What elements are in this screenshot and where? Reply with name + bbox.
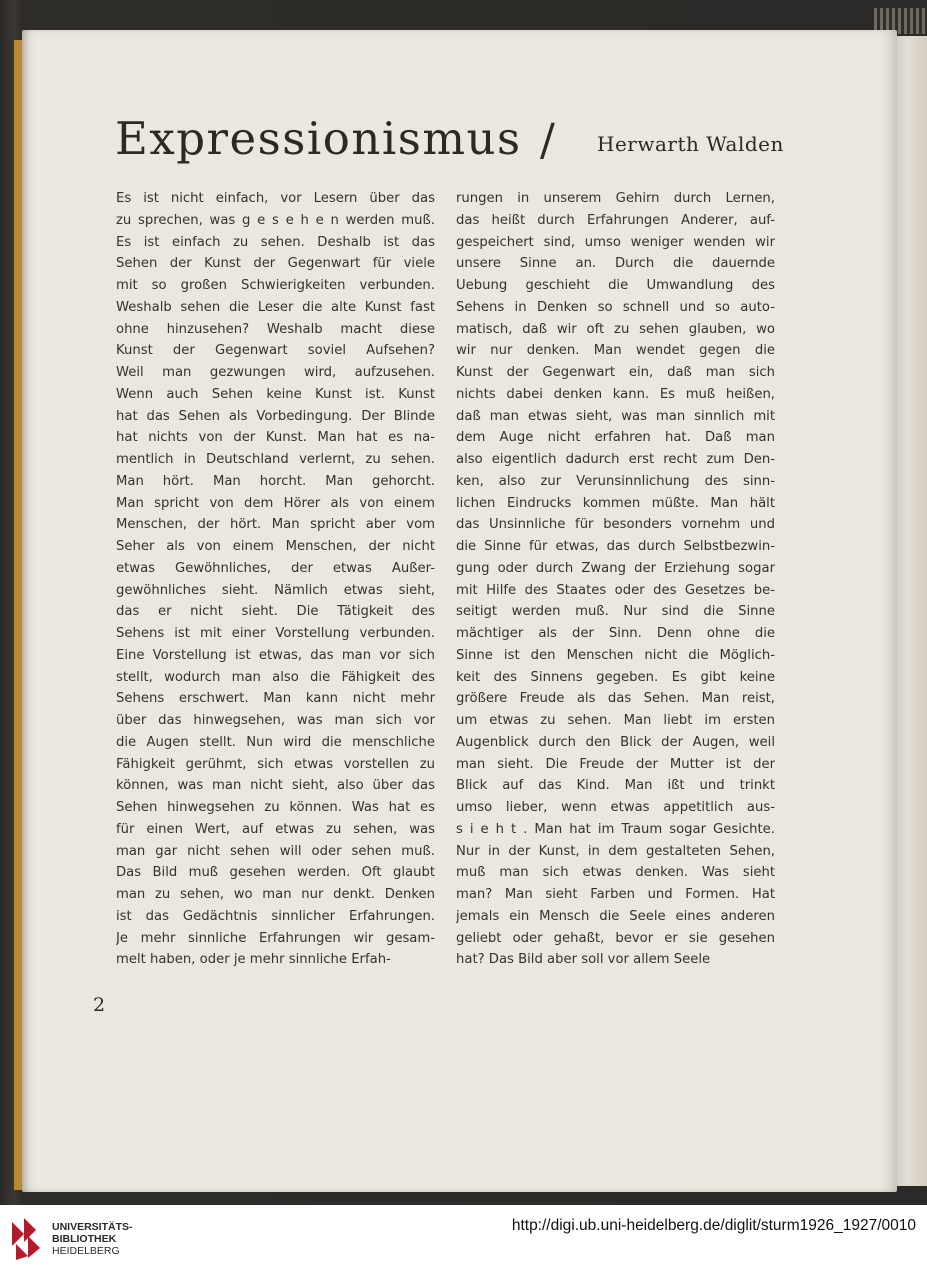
text-line: seitigt werden muß. Nur sind die Sinne <box>456 604 775 620</box>
text-line: jemals ein Mensch die Seele eines anderen <box>456 908 775 924</box>
footer-bar <box>0 1205 927 1273</box>
text-line: Fähigkeit gerühmt, sich etwas vorstellen zu <box>116 756 435 772</box>
text-line: also eigentlich dadurch erst recht zum Den- <box>456 452 775 467</box>
text-line: nichts dabei denken kann. Es muß heißen, <box>456 386 775 402</box>
book-spine <box>14 40 22 1190</box>
text-line: man sieht. Die Freude der Mutter ist der <box>456 756 775 772</box>
text-line: Blick auf das Kind. Man ißt und trinkt <box>456 778 775 794</box>
text-line: Seher als von einem Menschen, der nicht <box>116 539 435 554</box>
text-line: das er nicht sieht. Die Tätigkeit des <box>116 604 435 620</box>
text-line: daß man etwas sieht, was man sinnlich mit <box>456 408 775 424</box>
text-line: Kunst der Gegenwart soviel Aufsehen? <box>116 343 435 359</box>
text-line: zu sprechen, was g e s e h e n werden muß. <box>116 212 435 228</box>
text-line: mit Hilfe des Staates oder des Gesetzes be- <box>456 582 775 598</box>
text-line: das heißt durch Erfahrungen Anderer, auf- <box>456 212 775 228</box>
text-line: Kunst der Gegenwart ein, daß man sich <box>456 365 775 380</box>
text-line: umso lieber, wenn etwas appetitlich aus- <box>456 800 775 815</box>
text-line: über das hinwegsehen, was man sich vor <box>116 713 435 728</box>
page-number: 2 <box>93 994 106 1016</box>
text-line: ohne hinzusehen? Weshalb macht diese <box>116 321 435 337</box>
text-line: hat nichts von der Kunst. Man hat es na- <box>116 430 435 446</box>
text-line: Eine Vorstellung ist etwas, das man vor sich <box>116 647 435 663</box>
text-line: Man hört. Man horcht. Man gehorcht. <box>116 473 435 489</box>
library-logo-icon <box>8 1214 44 1262</box>
text-line: melt haben, oder je mehr sinnliche Erfah- <box>116 952 391 968</box>
text-line: Sehens erschwert. Man kann nicht mehr <box>116 691 435 707</box>
text-line: rungen in unserem Gehirn durch Lernen, <box>456 191 775 206</box>
text-line: Es ist einfach zu sehen. Deshalb ist das <box>116 234 435 250</box>
text-line: mächtiger als der Sinn. Denn ohne die <box>456 626 775 641</box>
next-page-edge <box>893 36 927 1186</box>
text-line: mit so großen Schwierigkeiten verbunden. <box>116 278 435 293</box>
text-line: man zu sehen, wo man nur denkt. Denken <box>116 887 435 902</box>
text-line: hat? Das Bild aber soll vor allem Seele <box>456 952 711 968</box>
text-line: Wenn auch Sehen keine Kunst ist. Kunst <box>116 386 435 402</box>
text-line: Es ist nicht einfach, vor Lesern über das <box>116 191 435 206</box>
text-line: Weshalb sehen die Leser die alte Kunst fast <box>116 299 435 315</box>
text-line: gung oder durch Zwang der Erziehung sogar <box>456 560 775 576</box>
article-title: Expressionismus <box>115 112 522 165</box>
text-line: Nur in der Kunst, in dem gestalteten Sehen, <box>456 843 775 859</box>
text-line: Sinne ist den Menschen nicht die Möglich- <box>456 647 775 663</box>
library-logo-text <box>52 1221 133 1257</box>
text-line: man gar nicht sehen will oder sehen muß. <box>116 843 435 859</box>
text-line: Sehen hinwegsehen zu können. Was hat es <box>116 800 435 815</box>
text-line: Sehens in Denken so schnell und so auto- <box>456 299 775 315</box>
logo-line-1: UNIVERSITÄTS- <box>52 1221 133 1233</box>
text-line: wir nur denken. Man wendet gegen die <box>456 343 775 359</box>
text-line: können, was man nicht sieht, also über das <box>116 778 435 794</box>
text-line: Menschen, der hört. Man spricht aber vom <box>116 517 435 533</box>
text-line: Das Bild muß gesehen werden. Oft glaubt <box>116 865 435 881</box>
text-line: ist das Gedächtnis sinnlicher Erfahrungen. <box>116 908 435 924</box>
text-column-left <box>116 188 435 971</box>
text-line: Weil man gezwungen wird, aufzusehen. <box>116 365 435 380</box>
logo-line-2: BIBLIOTHEK <box>52 1233 117 1245</box>
text-line: geliebt oder gehaßt, bevor er sie gesehen <box>456 930 775 946</box>
text-line: s i e h t . Man hat im Traum sogar Gesichte. <box>456 821 775 837</box>
text-line: Je mehr sinnliche Erfahrungen wir gesam- <box>116 930 435 946</box>
text-line: gewöhnliches sieht. Nämlich etwas sieht, <box>116 582 435 598</box>
text-line: etwas Gewöhnliches, der etwas Außer- <box>116 560 435 576</box>
text-line: keit des Sinnens gegeben. Es gibt keine <box>456 669 775 685</box>
text-line: stellt, wodurch man also die Fähigkeit des <box>116 669 435 685</box>
text-line: gespeichert sind, umso weniger wenden wir <box>456 234 775 250</box>
text-line: man? Man sieht Farben und Formen. Hat <box>456 887 775 902</box>
source-url-link[interactable]: http://digi.ub.uni-heidelberg.de/diglit/sturm1926_1927/0010 <box>511 1217 916 1234</box>
article-author: Herwarth Walden <box>597 132 784 156</box>
text-line: die Sinne für etwas, das durch Selbstbezwin- <box>456 539 775 554</box>
text-line: Sehens ist mit einer Vorstellung verbunden. <box>116 626 435 641</box>
text-line: Sehen der Kunst der Gegenwart für viele <box>116 256 435 272</box>
text-column-right <box>456 188 775 971</box>
text-line: um etwas zu sehen. Man liebt im ersten <box>456 713 775 728</box>
text-line: die Augen stellt. Nun wird die menschliche <box>116 734 435 750</box>
text-line: für einen Wert, auf etwas zu sehen, was <box>116 821 435 837</box>
text-line: mentlich in Deutschland verlernt, zu sehen. <box>116 452 435 467</box>
text-line: matisch, daß wir oft zu sehen glauben, wo <box>456 321 775 337</box>
text-line: Augenblick durch den Blick der Augen, weil <box>456 734 775 750</box>
text-line: Man spricht von dem Hörer als von einem <box>116 495 435 511</box>
text-line: ken, also zur Verunsinnlichung des sinn- <box>456 473 775 489</box>
text-line: hat das Sehen als Vorbedingung. Der Blinde <box>116 408 435 424</box>
text-line: muß man sich etwas denken. Was sieht <box>456 865 775 881</box>
logo-line-3: HEIDELBERG <box>52 1245 120 1257</box>
title-separator: / <box>540 115 555 166</box>
text-line: Uebung geschieht die Umwandlung des <box>456 278 775 293</box>
text-line: lichen Eindrucks kommen müßte. Man hält <box>456 495 775 511</box>
text-line: dem Auge nicht erfahren hat. Daß man <box>456 430 775 446</box>
text-line: unsere Sinne an. Durch die dauernde <box>456 256 775 272</box>
text-line: das Unsinnliche für besonders vornehm und <box>456 517 775 533</box>
text-line: größere Freude als das Sehen. Man reist, <box>456 691 775 707</box>
